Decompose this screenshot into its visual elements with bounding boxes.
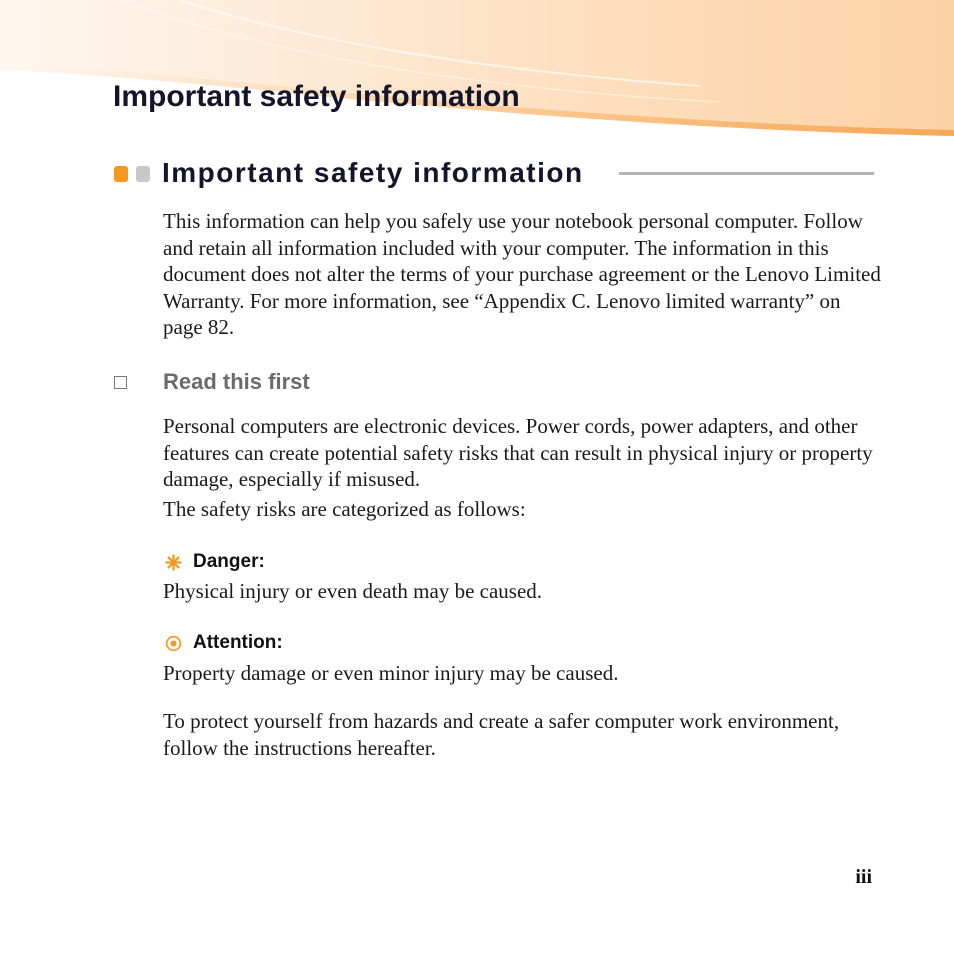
- running-title: Important safety information: [113, 80, 520, 113]
- section-title: Important safety information: [162, 157, 584, 188]
- subsection-heading: [114, 368, 514, 398]
- header-banner: [0, 0, 954, 140]
- square-bullet-icon: [114, 376, 127, 389]
- page-number: iii: [855, 866, 872, 888]
- section-heading: [114, 154, 874, 194]
- danger-text: Physical injury or even death may be caused.: [163, 579, 543, 603]
- attention-target-icon: [165, 635, 182, 652]
- danger-label: Danger:: [193, 551, 265, 572]
- danger-notice: [165, 550, 565, 574]
- attention-text: Property damage or even minor injury may be caused.: [163, 661, 619, 685]
- heading-rule: [619, 172, 874, 175]
- subsection-title: Read this first: [163, 369, 310, 394]
- attention-label: Attention:: [193, 632, 283, 653]
- danger-asterisk-icon: [165, 554, 182, 571]
- grey-square-icon: [136, 166, 150, 182]
- risk-categories-paragraph: The safety risks are categorized as follows:: [163, 497, 526, 521]
- read-first-paragraph: Personal computers are electronic devices. Power cords, power adapters, and other features can create potential safety risks that can result in physical injury or property damage, especially if misused.: [163, 414, 873, 491]
- attention-notice: [165, 631, 565, 655]
- closing-paragraph: To protect yourself from hazards and create a safer computer work environment, follow the instructions hereafter.: [163, 709, 840, 760]
- orange-square-icon: [114, 166, 128, 182]
- intro-paragraph: This information can help you safely use your notebook personal computer. Follow and retain all information included with your computer. The information in this document does not alter the terms of your purchase agreement or the Lenovo Limited Warranty. For more information, see “Appendix C. Lenovo limited warranty” on page 82.: [163, 209, 881, 339]
